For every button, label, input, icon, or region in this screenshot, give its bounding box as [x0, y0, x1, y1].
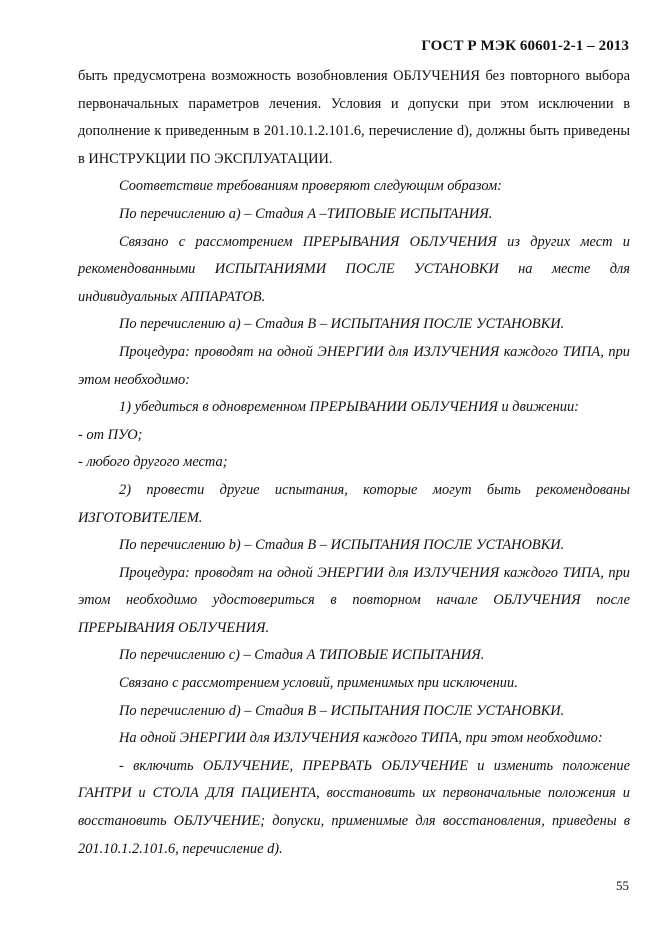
paragraph-continuation: быть предусмотрена возможность возобновления ОБЛУЧЕНИЯ без повторного выбора первоначальных параметров лечения. Условия и допуски при этом исключении в дополнение к приведенным в 201.10.1.2.101.6, перечисление d), должны быть приведены в ИНСТРУКЦИИ ПО ЭКСПЛУАТАЦИИ.: [78, 68, 630, 167]
paragraph-item-a-stage-b: По перечислению a) – Стадия B – ИСПЫТАНИЯ ПОСЛЕ УСТАНОВКИ.: [119, 316, 565, 333]
paragraph-compliance-intro: Соответствие требованиям проверяют следующим образом:: [119, 178, 502, 195]
body-text: [78, 63, 630, 863]
paragraph-procedure-a: Процедура: проводят на одной ЭНЕРГИИ для ИЗЛУЧЕНИЯ каждого ТИПА, при этом необходимо:: [78, 343, 630, 388]
paragraph-item-c-desc: Связано с рассмотрением условий, применимых при исключении.: [119, 675, 518, 692]
paragraph-item-a-stage-a-desc: Связано с рассмотрением ПРЕРЫВАНИЯ ОБЛУЧЕНИЯ из других мест и рекомендованными ИСПЫТАНИЯМИ ПОСЛЕ УСТАНОВКИ на месте для индивидуальных АППАРАТОВ.: [78, 233, 630, 305]
running-header: ГОСТ Р МЭК 60601-2-1 – 2013: [421, 38, 629, 54]
paragraph-bullet-puo: - от ПУО;: [78, 426, 143, 443]
page-number: 55: [616, 878, 629, 893]
paragraph-bullet-other-place: - любого другого места;: [78, 454, 228, 471]
paragraph-step-2: 2) провести другие испытания, которые могут быть рекомендованы ИЗГОТОВИТЕЛЕМ.: [78, 481, 630, 526]
paragraph-item-d-energy: На одной ЭНЕРГИИ для ИЗЛУЧЕНИЯ каждого ТИПА, при этом необходимо:: [119, 730, 603, 747]
paragraph-item-b-stage-b: По перечислению b) – Стадия B – ИСПЫТАНИЯ ПОСЛЕ УСТАНОВКИ.: [119, 537, 565, 554]
paragraph-step-1: 1) убедиться в одновременном ПРЕРЫВАНИИ ОБЛУЧЕНИЯ и движении:: [119, 399, 579, 416]
paragraph-procedure-b: Процедура: проводят на одной ЭНЕРГИИ для ИЗЛУЧЕНИЯ каждого ТИПА, при этом необходимо удостовериться в повторном начале ОБЛУЧЕНИЯ после ПРЕРЫВАНИЯ ОБЛУЧЕНИЯ.: [78, 564, 630, 636]
paragraph-item-d-bullet: - включить ОБЛУЧЕНИЕ, ПРЕРВАТЬ ОБЛУЧЕНИЕ и изменить положение ГАНТРИ и СТОЛА ДЛЯ ПАЦИЕНТА, восстановить их первоначальные положения и восстановить ОБЛУЧЕНИЕ; допуски, применимые для восстановления, приведены в 201.10.1.2.101.6, перечисление d).: [78, 757, 630, 857]
paragraph-item-c-stage-a: По перечислению c) – Стадия A ТИПОВЫЕ ИСПЫТАНИЯ.: [119, 647, 485, 664]
paragraph-item-d-stage-b: По перечислению d) – Стадия B – ИСПЫТАНИЯ ПОСЛЕ УСТАНОВКИ.: [119, 702, 565, 719]
paragraph-item-a-stage-a: По перечислению a) – Стадия A –ТИПОВЫЕ ИСПЫТАНИЯ.: [119, 205, 493, 222]
